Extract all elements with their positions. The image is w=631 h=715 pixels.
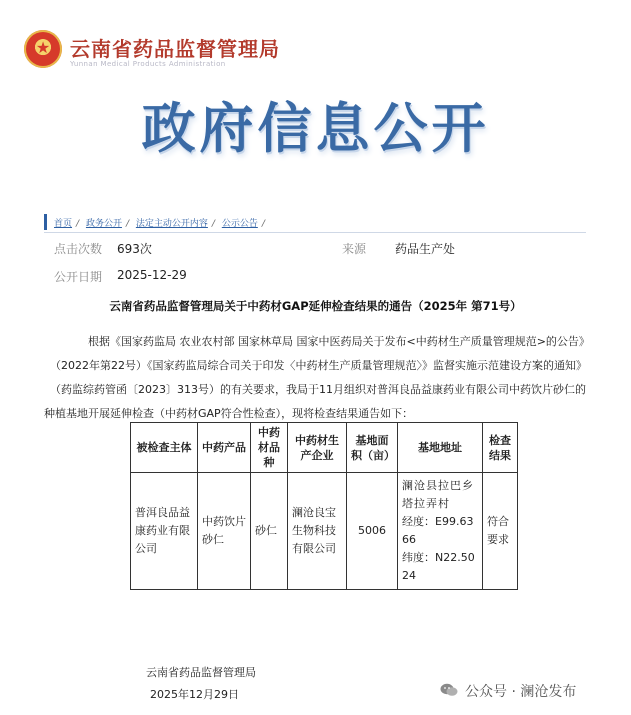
cell-subject: 普洱良品益康药业有限公司 [131, 473, 198, 590]
th-product: 中药产品 [198, 423, 251, 473]
cell-result: 符合要求 [483, 473, 518, 590]
body-line-4: 种植基地开展延伸检查（中药材GAP符合性检查），现将检查结果通告如下： [44, 407, 414, 420]
address-line: 澜沧县拉巴乡塔拉弄村 [402, 479, 474, 510]
th-producer: 中药材生产企业 [288, 423, 347, 473]
breadcrumb-notices[interactable]: 公示公告 [221, 219, 258, 229]
views-label: 点击次数 [54, 242, 103, 256]
document-title: 云南省药品监督管理局关于中药材GAP延伸检查结果的通告（2025年 第71号） [109, 299, 522, 313]
breadcrumb-statutory[interactable]: 法定主动公开内容 [135, 219, 208, 229]
breadcrumb-divider [44, 232, 586, 233]
table-header-row [131, 423, 518, 473]
date-label: 公开日期 [54, 270, 103, 284]
th-variety: 中药材品种 [251, 423, 288, 473]
date-value: 2025-12-29 [117, 268, 187, 282]
wechat-icon [440, 683, 458, 697]
th-subject: 被检查主体 [131, 423, 198, 473]
source-label: 来源 [342, 242, 367, 256]
th-result: 检查结果 [483, 423, 518, 473]
breadcrumb-home[interactable]: 首页 [54, 219, 73, 229]
breadcrumb-marker [44, 214, 47, 230]
watermark-text: 公众号 · 澜沧发布 [465, 684, 577, 700]
longitude-line: 经度：E99.6366 [402, 515, 474, 546]
cell-variety: 砂仁 [251, 473, 288, 590]
inspection-table [130, 422, 518, 590]
cell-address [398, 473, 483, 590]
banner-title: 政府信息公开 [141, 97, 490, 160]
source-value: 药品生产处 [395, 242, 456, 256]
cell-producer: 澜沧良宝生物科技有限公司 [288, 473, 347, 590]
cell-area: 5006 [347, 473, 398, 590]
document-body [44, 330, 602, 426]
latitude-line: 纬度：N22.5024 [402, 551, 475, 582]
cell-product: 中药饮片砂仁 [198, 473, 251, 590]
breadcrumb-gov-affairs[interactable]: 政务公开 [85, 219, 122, 229]
th-area: 基地面积（亩） [347, 423, 398, 473]
org-name-en: Yunnan Medical Products Administration [70, 60, 226, 68]
org-name: 云南省药品监督管理局 [70, 37, 280, 61]
table-row [131, 473, 518, 590]
breadcrumb: 首页 / 政务公开 / 法定主动公开内容 / 公示公告 / [54, 219, 265, 229]
body-line-2: （2022年第22号）《国家药监局综合司关于印发〈中药材生产质量管理规范〉》监督实施示范建设方案的通知》 [50, 359, 587, 372]
body-line-1: 根据《国家药监局 农业农村部 国家林草局 国家中医药局关于发布<中药材生产质量管理规范>的公告》 [88, 335, 590, 348]
emblem-star-icon: ★ [35, 38, 51, 57]
body-line-3: （药监综药管函〔2023〕313号）的有关要求，我局于11月组织对普洱良品益康药业有限公司中药饮片砂仁的 [50, 383, 586, 396]
signature-org: 云南省药品监督管理局 [146, 666, 256, 679]
views-value: 693次 [117, 242, 152, 256]
th-address: 基地地址 [398, 423, 483, 473]
signature-date: 2025年12月29日 [150, 688, 239, 701]
